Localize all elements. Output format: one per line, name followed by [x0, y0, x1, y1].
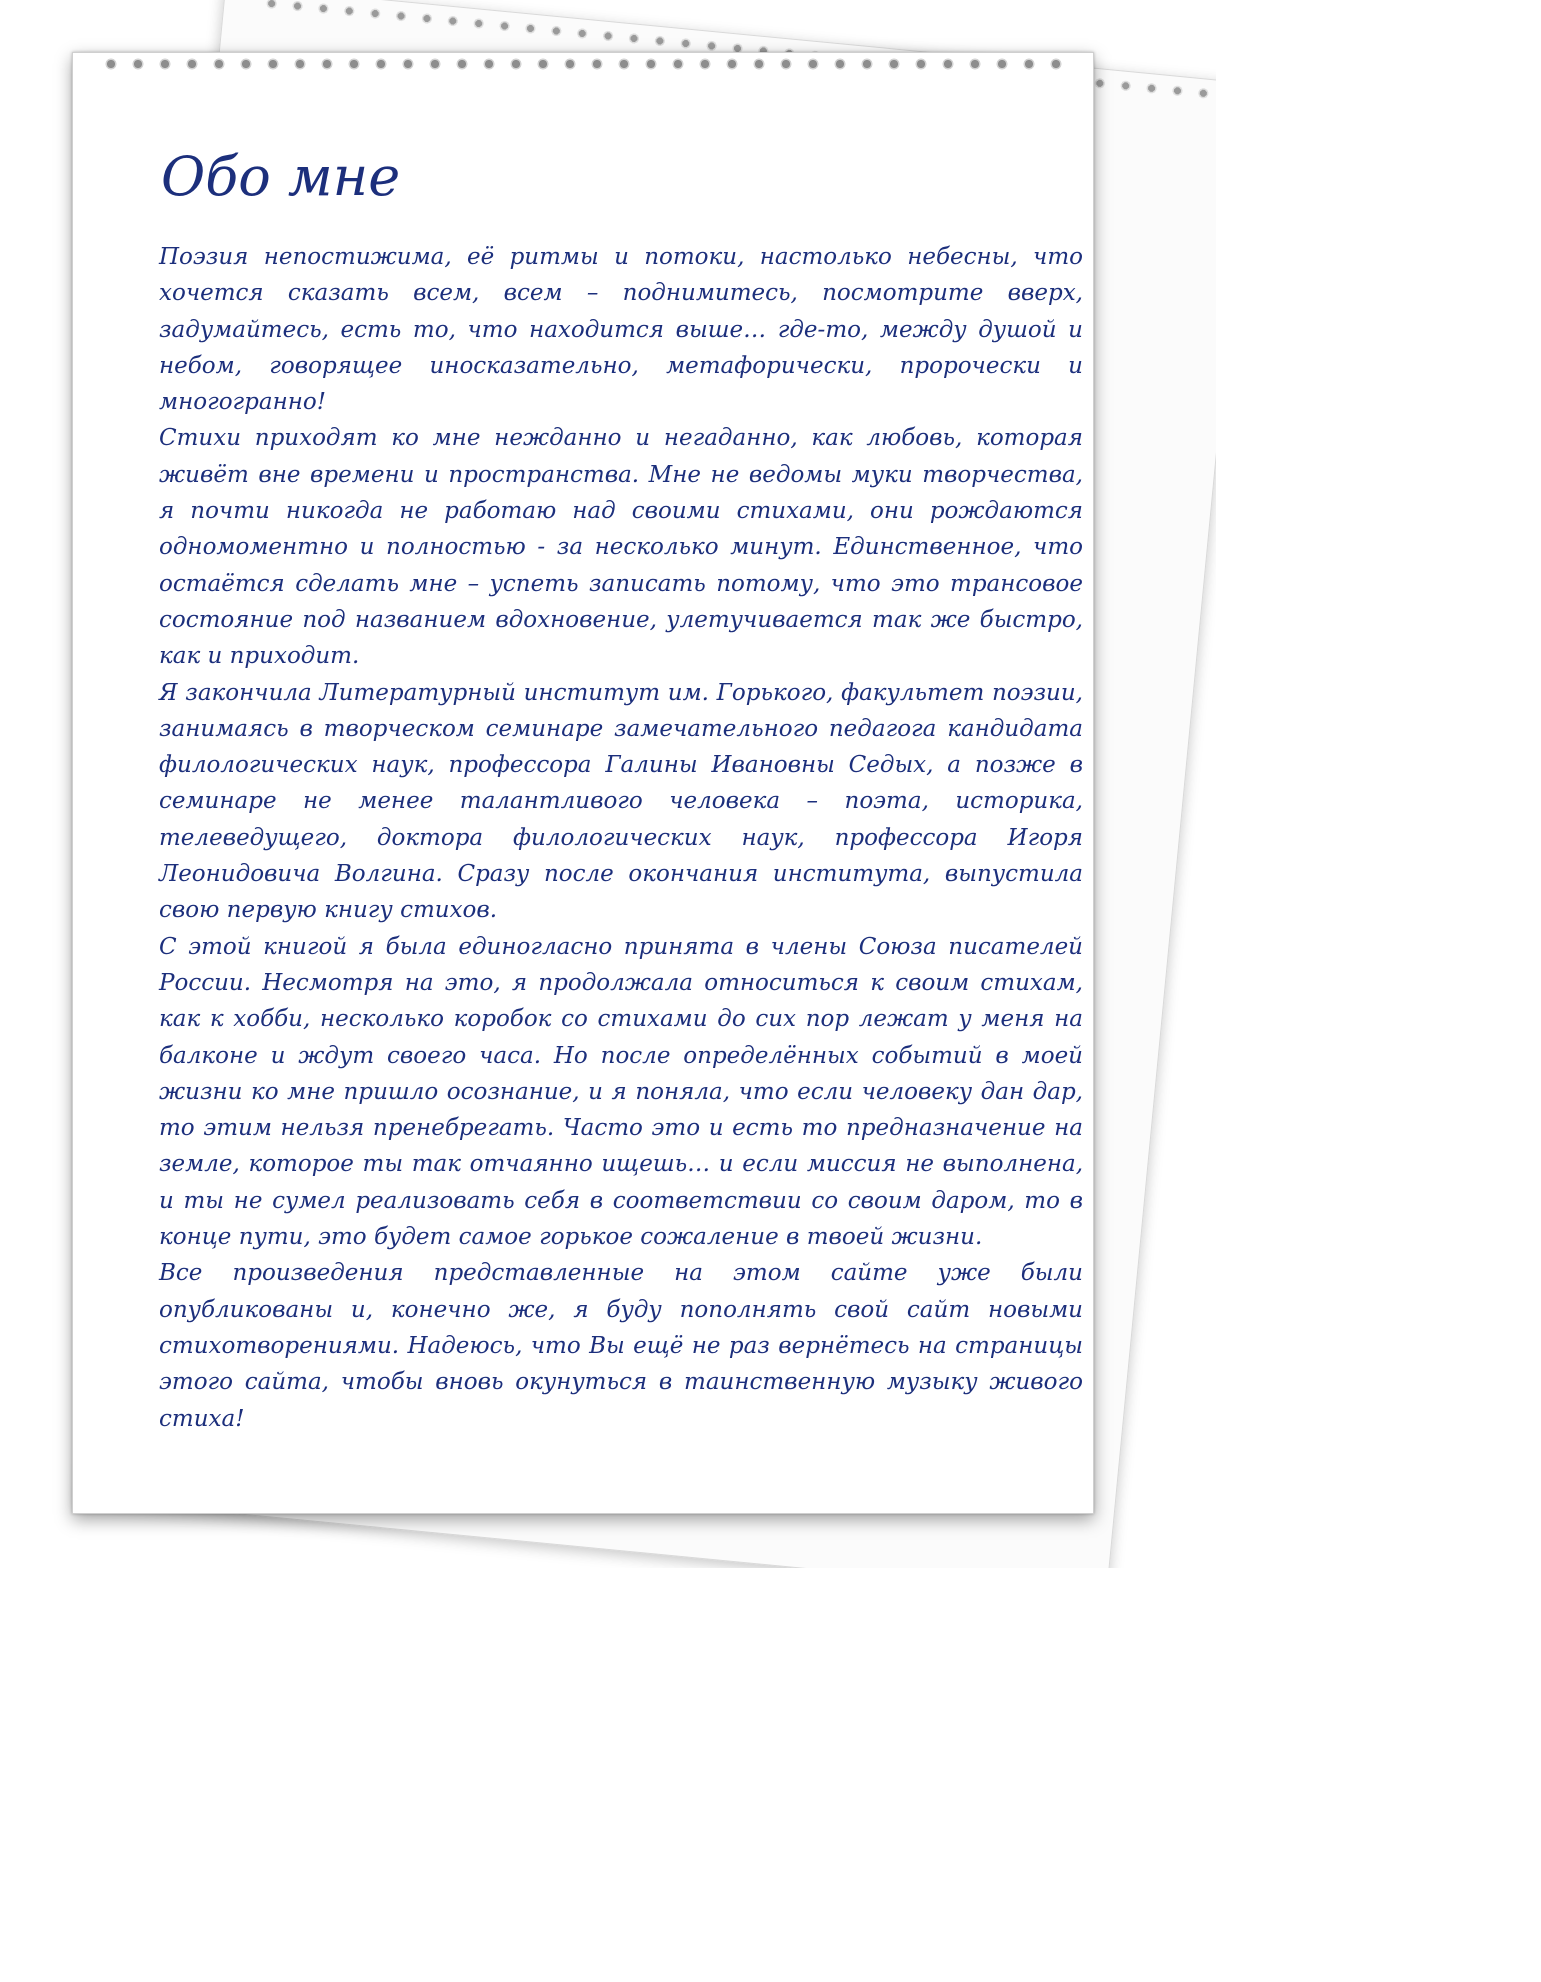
page-title: Обо мне [161, 145, 401, 208]
paragraph-writers-union: С этой книгой я была единогласно принята в члены Союза писателей России. Несмотря на это, я продолжала относиться к своим стихам, как к хобби, несколько коробок со стихами до сих пор лежат у меня на балконе и ждут своего часа. Но после определённых событий в моей жизни ко мне пришло осознание, и я поняла, что если человеку дан дар, то этим нельзя пренебрегать. Часто это и есть то предназначение на земле, которое ты так отчаянно ищешь… и если миссия не выполнена, и ты не сумел реализовать себя в соответствии со своим даром, то в конце пути, это будет самое горькое сожаление в твоей жизни. [159, 933, 1083, 1251]
paragraph-inspiration: Стихи приходят ко мне нежданно и негаданно, как любовь, которая живёт вне времени и пространства. Мне не ведомы муки творчества, я почти никогда не работаю над своими стихами, они рождаются одномоментно и полностью - за несколько минут. Единственное, что остаётся сделать мне – успеть записать потому, что это трансовое состояние под названием вдохновение, улетучивается так же быстро, как и приходит. [159, 425, 1083, 670]
binding-holes [103, 57, 1063, 71]
front-paper-sheet [72, 52, 1094, 1514]
paragraph-education: Я закончила Литературный институт им. Горького, факультет поэзии, занимаясь в творческом семинаре замечательного педагога кандидата филологических наук, профессора Галины Ивановны Седых, а позже в семинаре не менее талантливого человека – поэта, историка, телеведущего, доктора филологических наук, профессора Игоря Леонидовича Волгина. Сразу после окончания института, выпустила свою первую книгу стихов. [159, 679, 1083, 924]
about-text [159, 239, 1083, 1437]
paragraph-poetry: Поэзия непостижима, её ритмы и потоки, настолько небесны, что хочется сказать всем, всем – поднимитесь, посмотрите вверх, задумайтесь, есть то, что находится выше… где-то, между душой и небом, говорящее иносказательно, метафорически, пророчески и многогранно! [159, 244, 1083, 416]
paragraph-site: Все произведения представленные на этом сайте уже были опубликованы и, конечно же, я буду пополнять свой сайт новыми стихотворениями. Надеюсь, что Вы ещё не раз вернётесь на страницы этого сайта, чтобы вновь окунуться в таинственную музыку живого стиха! [159, 1260, 1083, 1432]
